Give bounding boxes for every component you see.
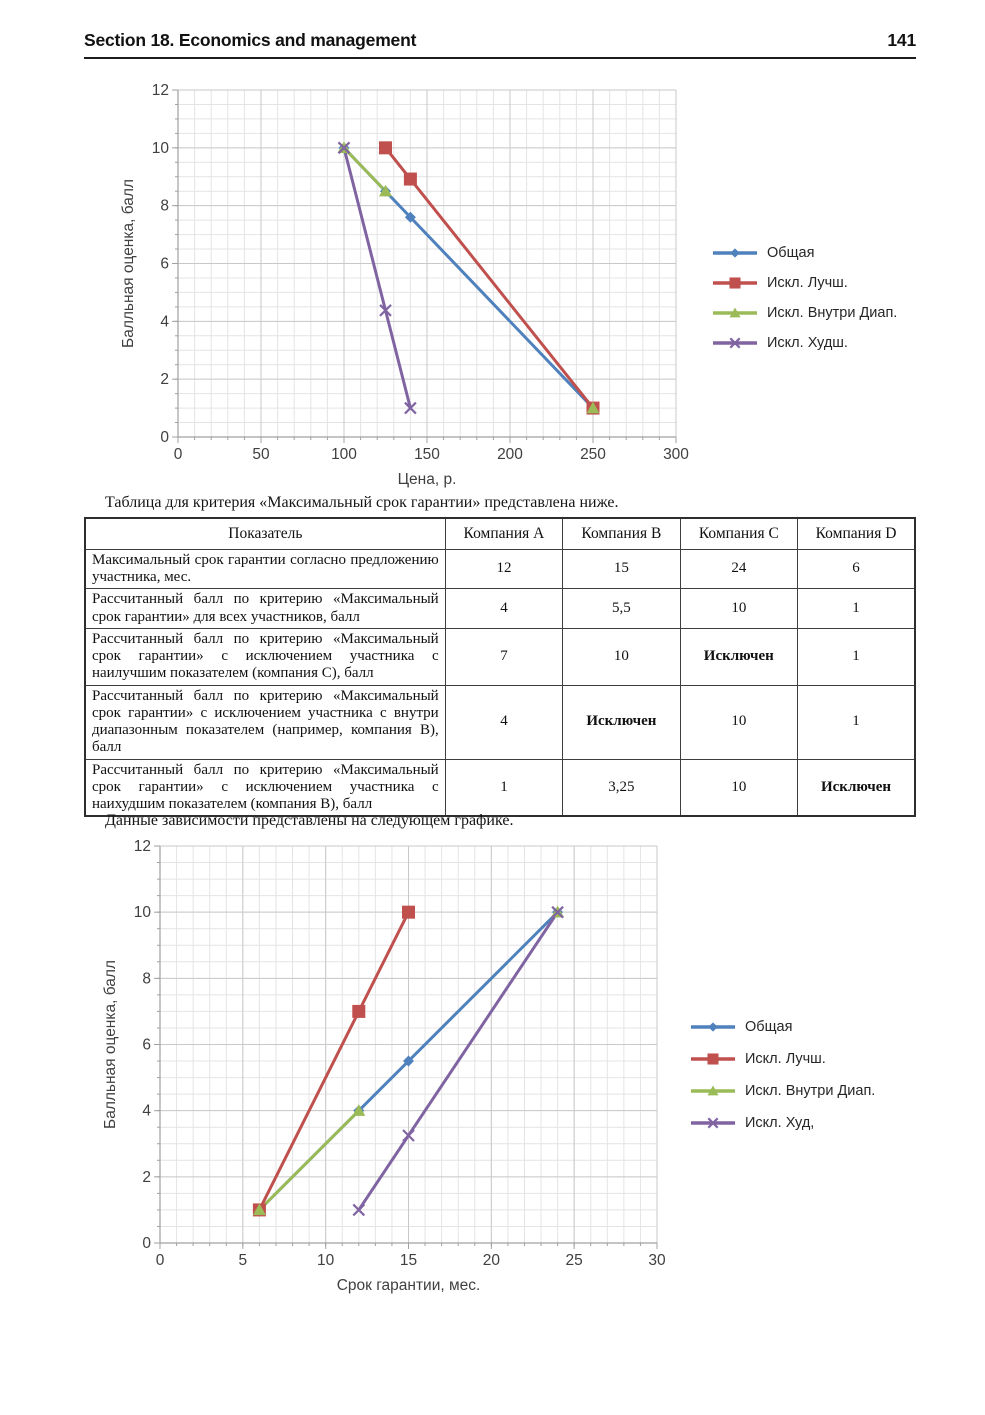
row-label: Рассчитанный балл по критерию «Максимальный срок гарантии» для всех участников, балл [85,589,445,629]
value-cell: 12 [445,549,562,589]
y-tick-label: 0 [160,429,169,446]
y-axis-title: Балльная оценка, балл [102,960,119,1129]
marker-square-icon [707,1053,718,1064]
legend-label: Искл. Худш. [767,335,848,351]
x-tick-label: 250 [580,446,606,463]
legend-item [712,268,897,298]
warranty-score-chart [70,833,910,1325]
y-tick-label: 10 [133,904,151,922]
marker-square-icon [379,141,392,154]
legend-swatch-x-icon [690,1115,736,1131]
column-header: Компания D [798,518,915,549]
x-axis-title: Цена, р. [397,471,457,488]
legend-item [690,1011,875,1043]
value-cell: Исключен [680,628,797,685]
marker-square-icon [402,906,415,919]
price-score-chart [90,78,900,508]
x-tick-label: 25 [565,1252,583,1269]
legend-swatch-diamond-icon [712,245,758,261]
legend-label: Искл. Худ, [745,1115,815,1131]
legend-label: Искл. Внутри Диап. [767,305,898,321]
x-tick-label: 5 [238,1252,248,1269]
value-cell: 4 [445,589,562,629]
x-tick-label: 100 [331,446,357,463]
value-cell: 6 [798,549,915,589]
value-cell: Исключен [798,759,915,816]
legend-label: Общая [767,245,815,261]
legend-swatch-square-icon [712,275,758,291]
y-tick-label: 8 [160,197,169,215]
table-row [85,685,915,759]
legend-item [712,238,897,268]
x-tick-label: 0 [173,446,183,463]
value-cell: 1 [798,628,915,685]
value-cell: 1 [798,685,915,759]
header-row [85,518,915,549]
page-number: 141 [887,30,916,50]
x-axis-title: Срок гарантии, мес. [336,1277,481,1294]
row-label: Максимальный срок гарантии согласно предложению участника, мес. [85,549,445,589]
legend-label: Искл. Лучш. [767,275,848,291]
x-tick-label: 300 [663,446,689,463]
marker-diamond-icon [708,1022,717,1031]
chart-legend [690,1011,875,1139]
legend-swatch-triangle-icon [690,1083,736,1099]
y-tick-label: 6 [160,255,169,273]
legend-swatch-triangle-icon [712,305,758,321]
legend-item [690,1107,875,1139]
legend-item [690,1075,875,1107]
legend-swatch-diamond-icon [690,1019,736,1035]
chart-intro-paragraph: Данные зависимости представлены на следующем графике. [105,812,514,829]
column-header: Компания A [445,518,562,549]
marker-square-icon [404,173,417,186]
y-tick-label: 8 [142,970,151,988]
table-row [85,589,915,629]
table-header [85,518,915,549]
y-tick-label: 2 [160,371,169,389]
column-header: Компания C [680,518,797,549]
row-label: Рассчитанный балл по критерию «Максимальный срок гарантии» с исключением участника с наихудшим показателем (компания B), балл [85,759,445,816]
value-cell: 10 [680,759,797,816]
value-cell: 1 [798,589,915,629]
value-cell: 1 [445,759,562,816]
y-tick-label: 0 [142,1235,151,1252]
row-label: Рассчитанный балл по критерию «Максимальный срок гарантии» с исключением участника с внутри диапазонным показателем (например, компания B), балл [85,685,445,759]
value-cell: 15 [563,549,680,589]
legend-swatch-x-icon [712,335,758,351]
legend-item [712,328,897,358]
y-tick-label: 4 [142,1102,151,1120]
row-label: Рассчитанный балл по критерию «Максимальный срок гарантии» с исключением участника с наилучшим показателем (компания C), балл [85,628,445,685]
column-header: Показатель [85,518,445,549]
x-tick-label: 200 [497,446,523,463]
table-row [85,628,915,685]
y-tick-label: 12 [133,838,151,855]
y-tick-label: 4 [160,313,169,331]
y-tick-label: 12 [151,82,169,99]
table-row [85,759,915,816]
value-cell: 24 [680,549,797,589]
value-cell: 10 [680,589,797,629]
x-tick-label: 15 [399,1252,418,1269]
marker-square-icon [729,277,740,288]
legend-label: Искл. Внутри Диап. [745,1083,876,1099]
section-title: Section 18. Economics and management [84,30,417,50]
legend-item [712,298,897,328]
value-cell: 10 [563,628,680,685]
legend-label: Искл. Лучш. [745,1051,826,1067]
x-tick-label: 50 [252,446,270,463]
x-tick-label: 20 [482,1252,500,1269]
y-tick-label: 6 [142,1036,151,1054]
y-tick-label: 10 [151,139,169,157]
page-header [84,30,916,59]
x-tick-label: 30 [648,1252,666,1269]
x-tick-label: 0 [155,1252,165,1269]
y-tick-label: 2 [142,1168,151,1186]
warranty-criterion-table [84,517,916,817]
chart-legend [712,238,897,358]
x-tick-label: 150 [414,446,440,463]
table-row [85,549,915,589]
value-cell: 3,25 [563,759,680,816]
column-header: Компания B [563,518,680,549]
value-cell: 10 [680,685,797,759]
table-body [85,549,915,816]
legend-label: Общая [745,1019,793,1035]
legend-swatch-square-icon [690,1051,736,1067]
value-cell: Исключен [563,685,680,759]
marker-square-icon [352,1005,365,1018]
y-axis-title: Балльная оценка, балл [120,179,137,348]
legend-item [690,1043,875,1075]
value-cell: 7 [445,628,562,685]
value-cell: 4 [445,685,562,759]
value-cell: 5,5 [563,589,680,629]
table-intro-paragraph: Таблица для критерия «Максимальный срок гарантии» представлена ниже. [105,494,619,511]
marker-diamond-icon [730,248,739,257]
x-tick-label: 10 [317,1252,335,1269]
